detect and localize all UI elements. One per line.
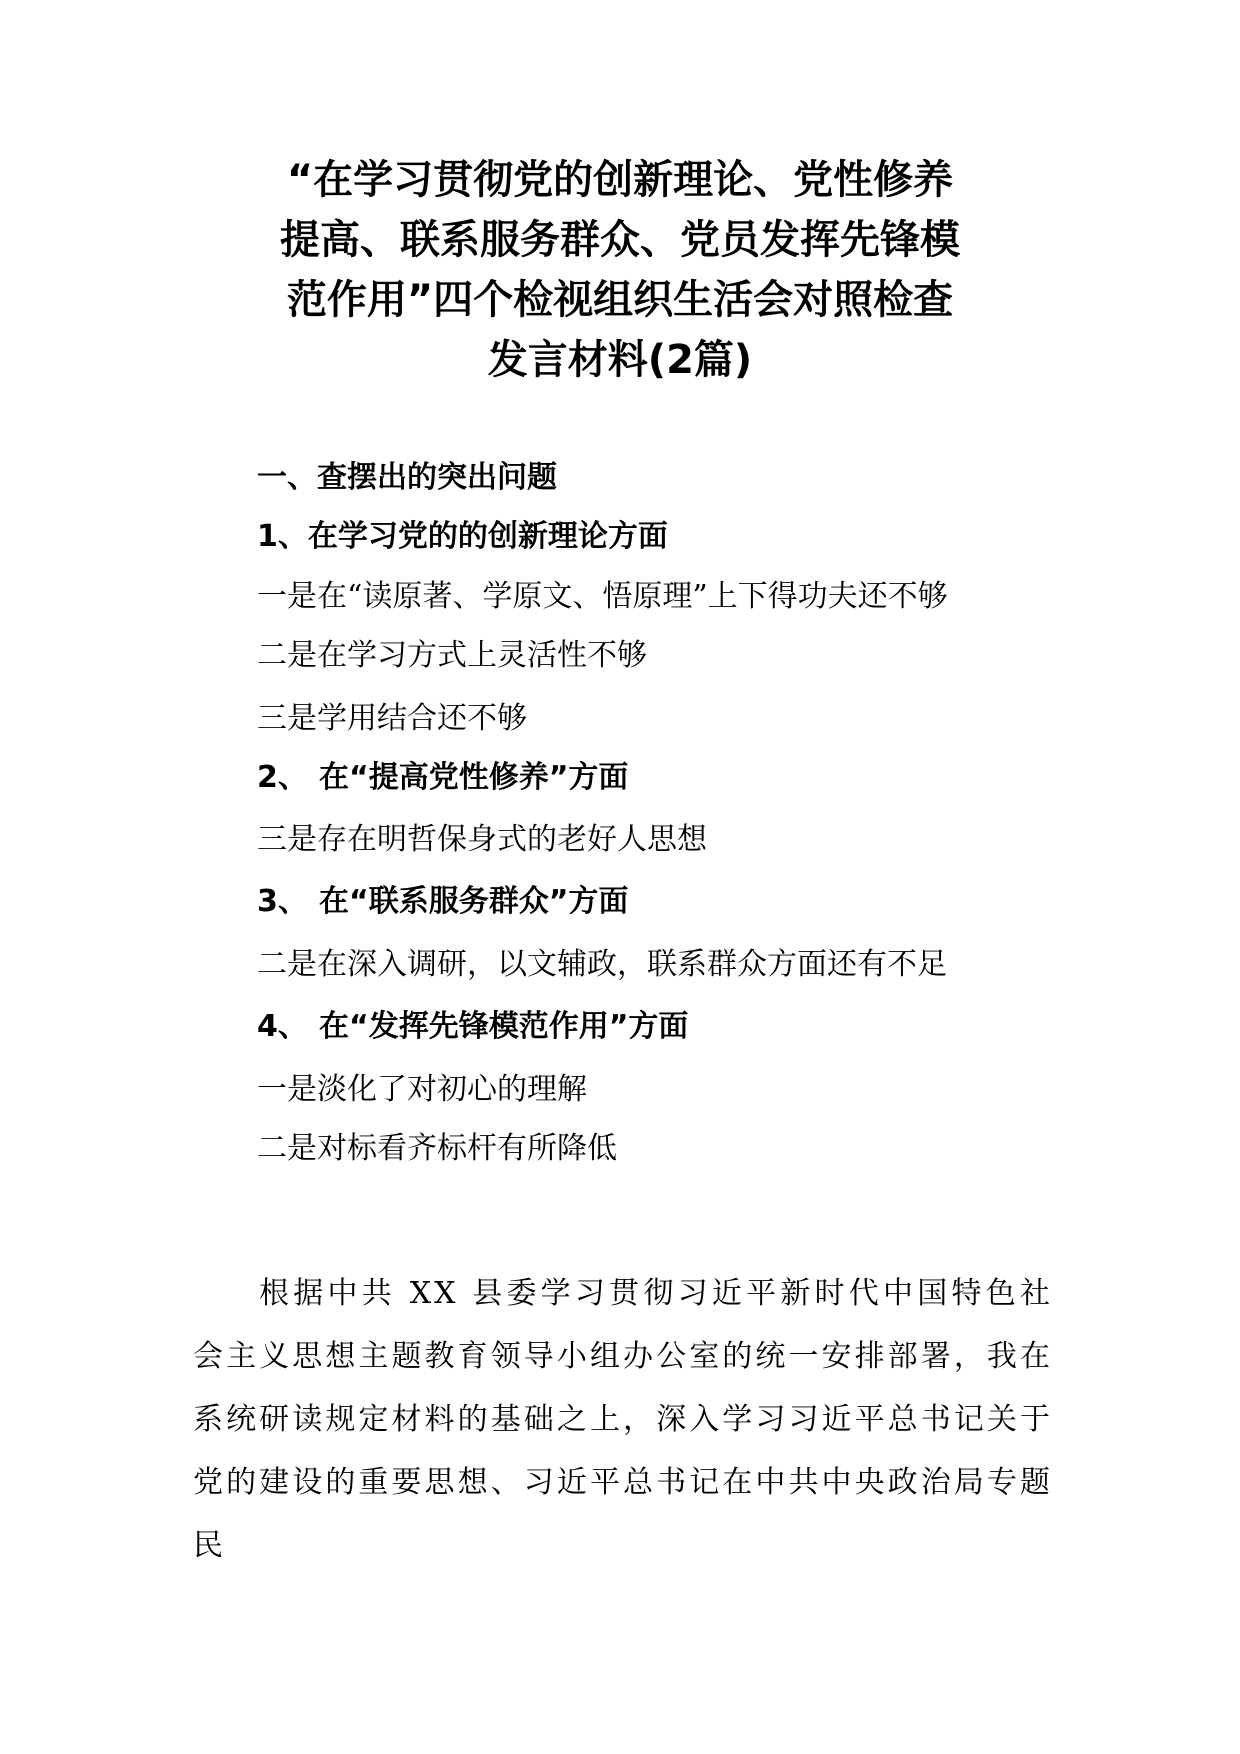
item-title: 在“联系服务群众”方面: [319, 884, 629, 919]
item-number: 1、: [257, 519, 308, 554]
item-title: 在学习党的的创新理论方面: [307, 519, 668, 554]
outline-item-3: [257, 882, 628, 922]
list-item: 三是存在明哲保身式的老好人思想: [257, 822, 707, 857]
item-title: 在“发挥先锋模范作用”方面: [319, 1009, 689, 1044]
list-item: 二是在学习方式上灵活性不够: [257, 638, 647, 673]
body-paragraph: 根据中共 XX 县委学习贯彻习近平新时代中国特色社会主义思想主题教育领导小组办公室的统一安排部署，我在系统研读规定材料的基础之上，深入学习习近平总书记关于党的建设的重要思想、习近平总书记在中共中央政治局专题民: [193, 1276, 1053, 1563]
item-number: 4、: [257, 1009, 308, 1044]
outline-item-2: [257, 758, 628, 798]
outline-item-1: [257, 517, 668, 557]
list-item: 三是学用结合还不够: [257, 701, 527, 736]
item-title: 在“提高党性修养”方面: [319, 760, 629, 795]
list-item: 一是在“读原著、学原文、悟原理”上下得功夫还不够: [257, 579, 948, 614]
section-heading: 一、查摆出的突出问题: [257, 460, 557, 495]
list-item: 二是对标看齐标杆有所降低: [257, 1131, 617, 1166]
title-line-1: “在学习贯彻党的创新理论、党性修养: [286, 157, 954, 203]
title-line-3: 范作用”四个检视组织生活会对照检查: [286, 277, 954, 323]
document-title: [180, 150, 1060, 390]
list-item: 二是在深入调研，以文辅政，联系群众方面还有不足: [257, 947, 947, 982]
title-line-4: 发言材料(2篇): [487, 337, 753, 383]
title-line-2: 提高、联系服务群众、党员发挥先锋模: [280, 217, 960, 263]
item-number: 3、: [257, 884, 308, 919]
outline-item-4: [257, 1007, 688, 1047]
list-item: 一是淡化了对初心的理解: [257, 1072, 587, 1107]
item-number: 2、: [257, 760, 308, 795]
